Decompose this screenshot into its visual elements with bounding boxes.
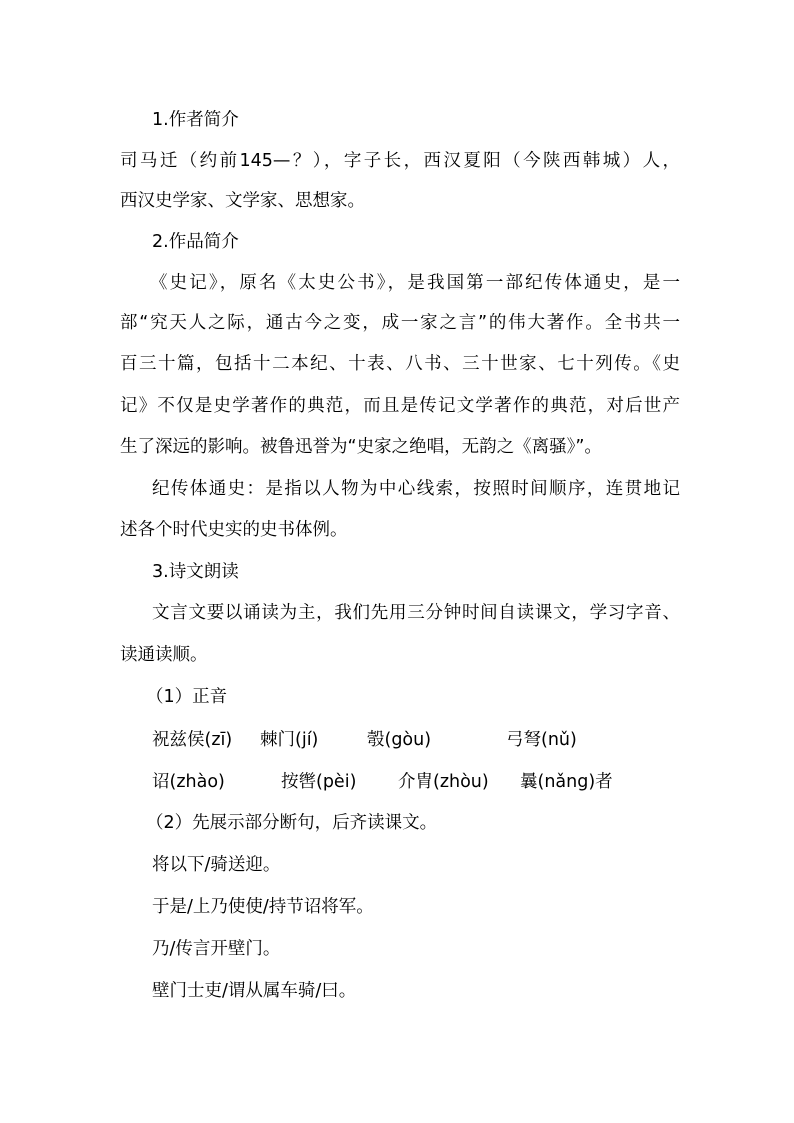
author-paragraph-line-1: 司马迁（约前145—？），字子长，西汉夏阳（今陕西韩城）人， <box>120 151 680 171</box>
pinyin-item: 棘门(jí) <box>260 730 319 750</box>
sentence-2: 于是/上乃使使/持节诏将军。 <box>152 897 374 917</box>
reading-paragraph-line-2: 读通读顺。 <box>120 645 208 665</box>
work-paragraph-line-4: 记》不仅是史学著作的典范，而且是传记文学著作的典范，对后世产 <box>120 396 680 416</box>
pinyin-item: 彀(gòu) <box>367 730 432 750</box>
heading-work-intro: 2.作品简介 <box>152 232 239 252</box>
pinyin-item: 曩(nǎng)者 <box>520 772 613 792</box>
sentence-4: 壁门士吏/谓从属车骑/曰。 <box>152 981 357 1001</box>
heading-reading: 3.诗文朗读 <box>152 562 239 582</box>
work-paragraph-line-2: 部“究天人之际，通古今之变，成一家之言”的伟大著作。全书共一 <box>120 313 680 333</box>
definition-line-1: 纪传体通史：是指以人物为中心线索，按照时间顺序，连贯地记 <box>152 479 680 499</box>
pinyin-item: 诏(zhào) <box>152 772 225 792</box>
work-paragraph-line-1: 《史记》，原名《太史公书》，是我国第一部纪传体通史，是一 <box>150 273 680 293</box>
work-paragraph-line-5: 生了深远的影响。被鲁迅誉为“史家之绝唱，无韵之《离骚》”。 <box>120 437 602 457</box>
heading-author-intro: 1.作者简介 <box>152 110 239 130</box>
work-paragraph-line-3: 百三十篇，包括十二本纪、十表、八书、三十世家、七十列传。《史 <box>120 354 680 374</box>
author-paragraph-line-2: 西汉史学家、文学家、思想家。 <box>120 191 365 211</box>
pinyin-item: 弓弩(nǔ) <box>506 730 577 750</box>
pinyin-item: 介胄(zhòu) <box>398 772 489 792</box>
reading-paragraph-line-1: 文言文要以诵读为主，我们先用三分钟时间自读课文，学习字音、 <box>152 603 680 623</box>
sentence-1: 将以下/骑送迎。 <box>152 855 281 875</box>
subheading-pronunciation: （1）正音 <box>146 687 228 707</box>
pinyin-item: 祝兹侯(zī) <box>152 730 233 750</box>
pinyin-item: 按辔(pèi) <box>281 772 357 792</box>
subheading-punctuation: （2）先展示部分断句，后齐读课文。 <box>146 813 438 833</box>
sentence-3: 乃/传言开壁门。 <box>152 939 281 959</box>
definition-line-2: 述各个时代史实的史书体例。 <box>120 520 348 540</box>
